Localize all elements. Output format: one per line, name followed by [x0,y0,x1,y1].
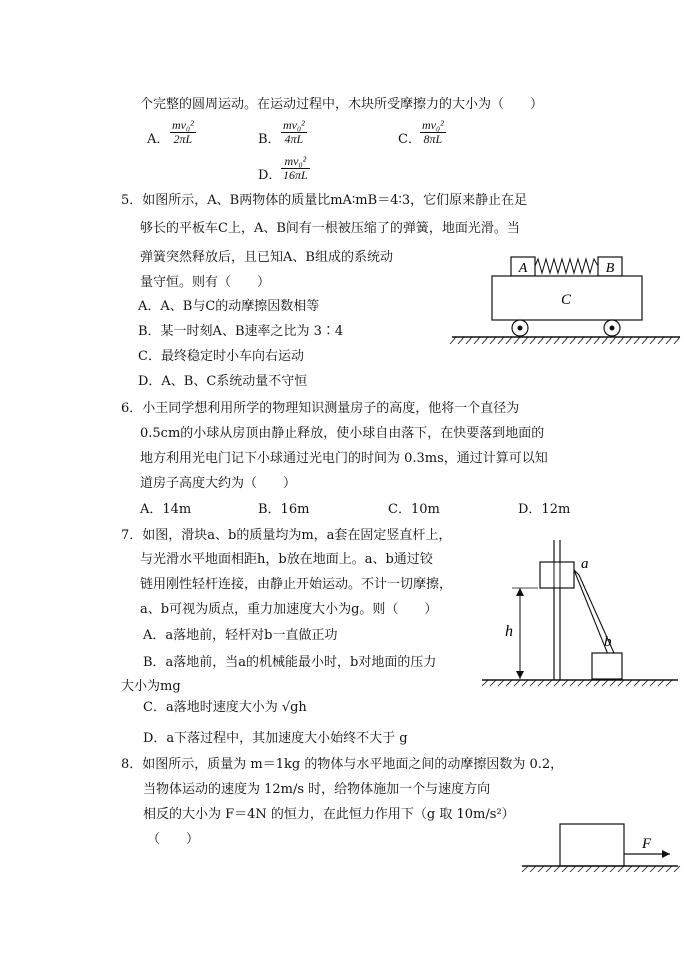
q7-slider-figure [480,535,680,690]
q5-option-a: A．A、B与C的动摩擦因数相等 [138,299,320,314]
q6-line3: 地方利用光电门记下小球通过光电门的时间为 0.3ms，通过计算可以知 [140,451,548,466]
q7-option-b-cont: 大小为mg [121,679,181,694]
label-a: a [581,556,589,572]
label-b: b [604,634,612,650]
q8-line3: 相反的大小为 F＝4N 的恒力，在此恒力作用下（g 取 10m/s²） [143,807,515,822]
q5-option-b: B．某一时刻A、B速率之比为 3∶4 [138,324,344,339]
q5-line2: 够长的平板车C上，A、B间有一根被压缩了的弹簧，地面光滑。当 [140,221,520,236]
q6-option-b: B．16m [258,502,310,517]
q5-line4: 量守恒。则有（ ） [140,275,271,290]
q7-line4: a、b可视为质点，重力加速度大小为g。则（ ） [140,602,438,617]
q4-stem-tail: 个完整的圆周运动。在运动过程中，木块所受摩擦力的大小为（ ） [140,97,544,112]
q7-option-d: D．a下落过程中，其加速度大小始终不大于 g [143,731,408,746]
q6-option-a: A．14m [140,502,192,517]
block-b-label: B [605,261,615,276]
cart-label: C [560,292,572,308]
q5-line1: 5．如图所示，A、B两物体的质量比mA∶mB＝4∶3，它们原来静止在足 [121,193,528,208]
q6-line2: 0.5cm的小球从房顶由静止释放，使小球自由落下，在快要落到地面的 [140,426,545,441]
q6-line4: 道房子高度大约为（ ） [140,476,297,491]
q8-line2: 当物体运动的速度为 12m/s 时，给物体施加一个与速度方向 [143,782,491,797]
q7-line2: 与光滑水平地面相距h，b放在地面上。a、b通过铰 [140,552,433,567]
q8-line1: 8．如图所示，质量为 m＝1kg 的物体与水平地面之间的动摩擦因数为 0.2， [121,757,564,772]
q7-line3: 链用刚性轻杆连接，由静止开始运动。不计一切摩擦， [140,577,453,592]
q5-option-c: C．最终稳定时小车向右运动 [138,349,304,364]
q6-option-d: D．12m [518,502,571,517]
q8-line4: （ ） [147,832,200,847]
q7-line1: 7．如图，滑块a、b的质量均为m，a套在固定竖直杆上， [121,528,452,543]
q6-option-c: C．10m [388,502,440,517]
block-a-label: A [518,261,528,276]
q7-option-c: C．a落地时速度大小为 √gh [143,700,307,715]
q5-cart-figure [440,250,684,350]
label-h: h [505,623,513,640]
label-f: F [642,836,652,852]
q5-line3: 弹簧突然释放后，且已知A、B组成的系统动 [140,250,393,265]
q8-block-figure [520,810,684,880]
q5-option-d: D．A、B、C系统动量不守恒 [138,374,308,389]
q7-option-b: B．a落地前，当a的机械能最小时，b对地面的压力 [143,655,437,670]
q6-line1: 6．小王同学想利用所学的物理知识测量房子的高度，他将一个直径为 [121,401,520,416]
q7-option-a: A．a落地前，轻杆对b一直做正功 [143,628,338,643]
